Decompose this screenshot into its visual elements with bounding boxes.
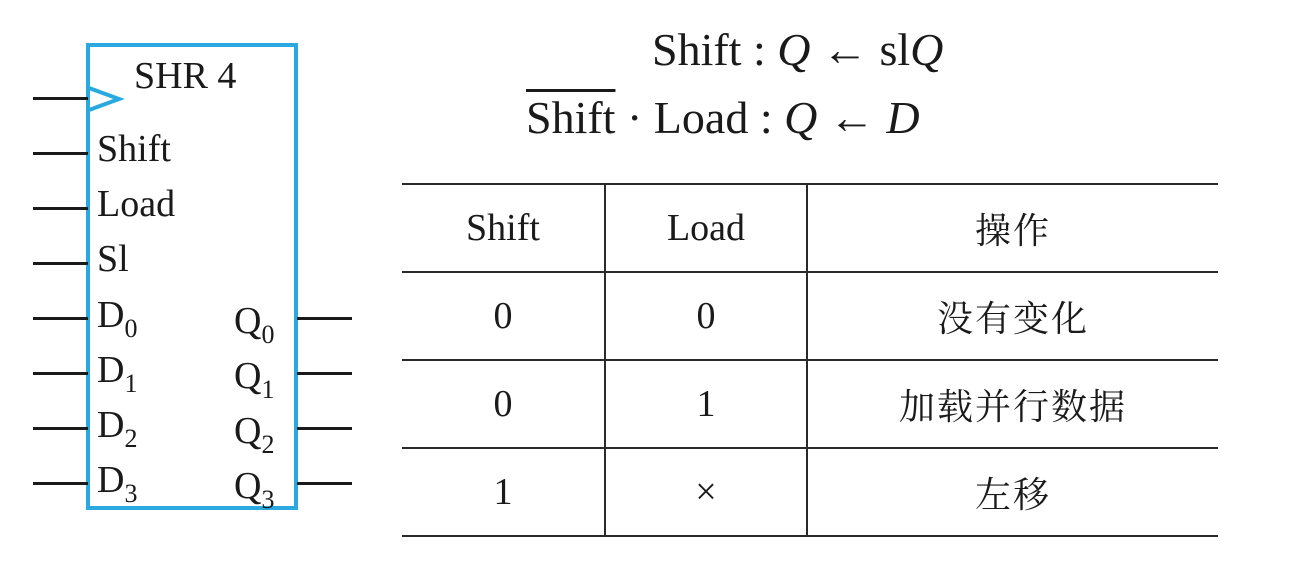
table-row — [402, 448, 1218, 536]
header-load: Load — [605, 184, 807, 272]
pin-q1: $Q_1$ — [234, 355, 275, 404]
q0-wire — [297, 317, 352, 320]
pin-load: Load — [97, 183, 176, 225]
q2-wire — [297, 427, 352, 430]
cell-load: × — [605, 448, 807, 536]
equation-shift: Shift : Q ← slQ — [652, 24, 944, 75]
eq2-condition: Load — [653, 92, 749, 143]
clock-input-triangle — [86, 85, 126, 115]
cell-load: 0 — [605, 272, 807, 360]
eq2-shift-complement: Shift — [526, 92, 616, 143]
q3-wire — [297, 482, 352, 485]
sl-wire — [33, 262, 88, 265]
pin-d3: $D_3$ — [97, 459, 138, 508]
clock-wire — [33, 97, 88, 100]
pin-q3: $Q_3$ — [234, 465, 275, 514]
d2-wire — [33, 427, 88, 430]
eq1-target: Q — [777, 24, 811, 75]
pin-shift: Shift — [97, 128, 171, 170]
cell-load: 1 — [605, 360, 807, 448]
pin-sl: Sl — [97, 238, 129, 280]
d1-wire — [33, 372, 88, 375]
equation-load: Shift · Load : Q ← D — [526, 92, 920, 143]
pin-d2: $D_2$ — [97, 404, 138, 453]
header-operation: 操作 — [807, 184, 1218, 272]
eq1-condition: Shift — [652, 24, 742, 75]
header-shift: Shift — [402, 184, 605, 272]
pin-d1: $D_1$ — [97, 349, 138, 398]
cell-shift: 0 — [402, 360, 605, 448]
table-header-row — [402, 184, 1218, 272]
pin-q2: $Q_2$ — [234, 410, 275, 459]
q1-wire — [297, 372, 352, 375]
shift-wire — [33, 152, 88, 155]
operation-table — [402, 183, 1218, 537]
cell-shift: 1 — [402, 448, 605, 536]
eq2-target: Q — [784, 92, 818, 143]
d0-wire — [33, 317, 88, 320]
pin-q0: $Q_0$ — [234, 300, 275, 349]
cell-shift: 0 — [402, 272, 605, 360]
cell-operation: 没有变化 — [807, 272, 1218, 360]
cell-operation: 加载并行数据 — [807, 360, 1218, 448]
block-title: SHR 4 — [134, 55, 237, 97]
d3-wire — [33, 482, 88, 485]
cell-operation: 左移 — [807, 448, 1218, 536]
load-wire — [33, 207, 88, 210]
pin-d0: $D_0$ — [97, 294, 138, 343]
table-row — [402, 360, 1218, 448]
table-row — [402, 272, 1218, 360]
